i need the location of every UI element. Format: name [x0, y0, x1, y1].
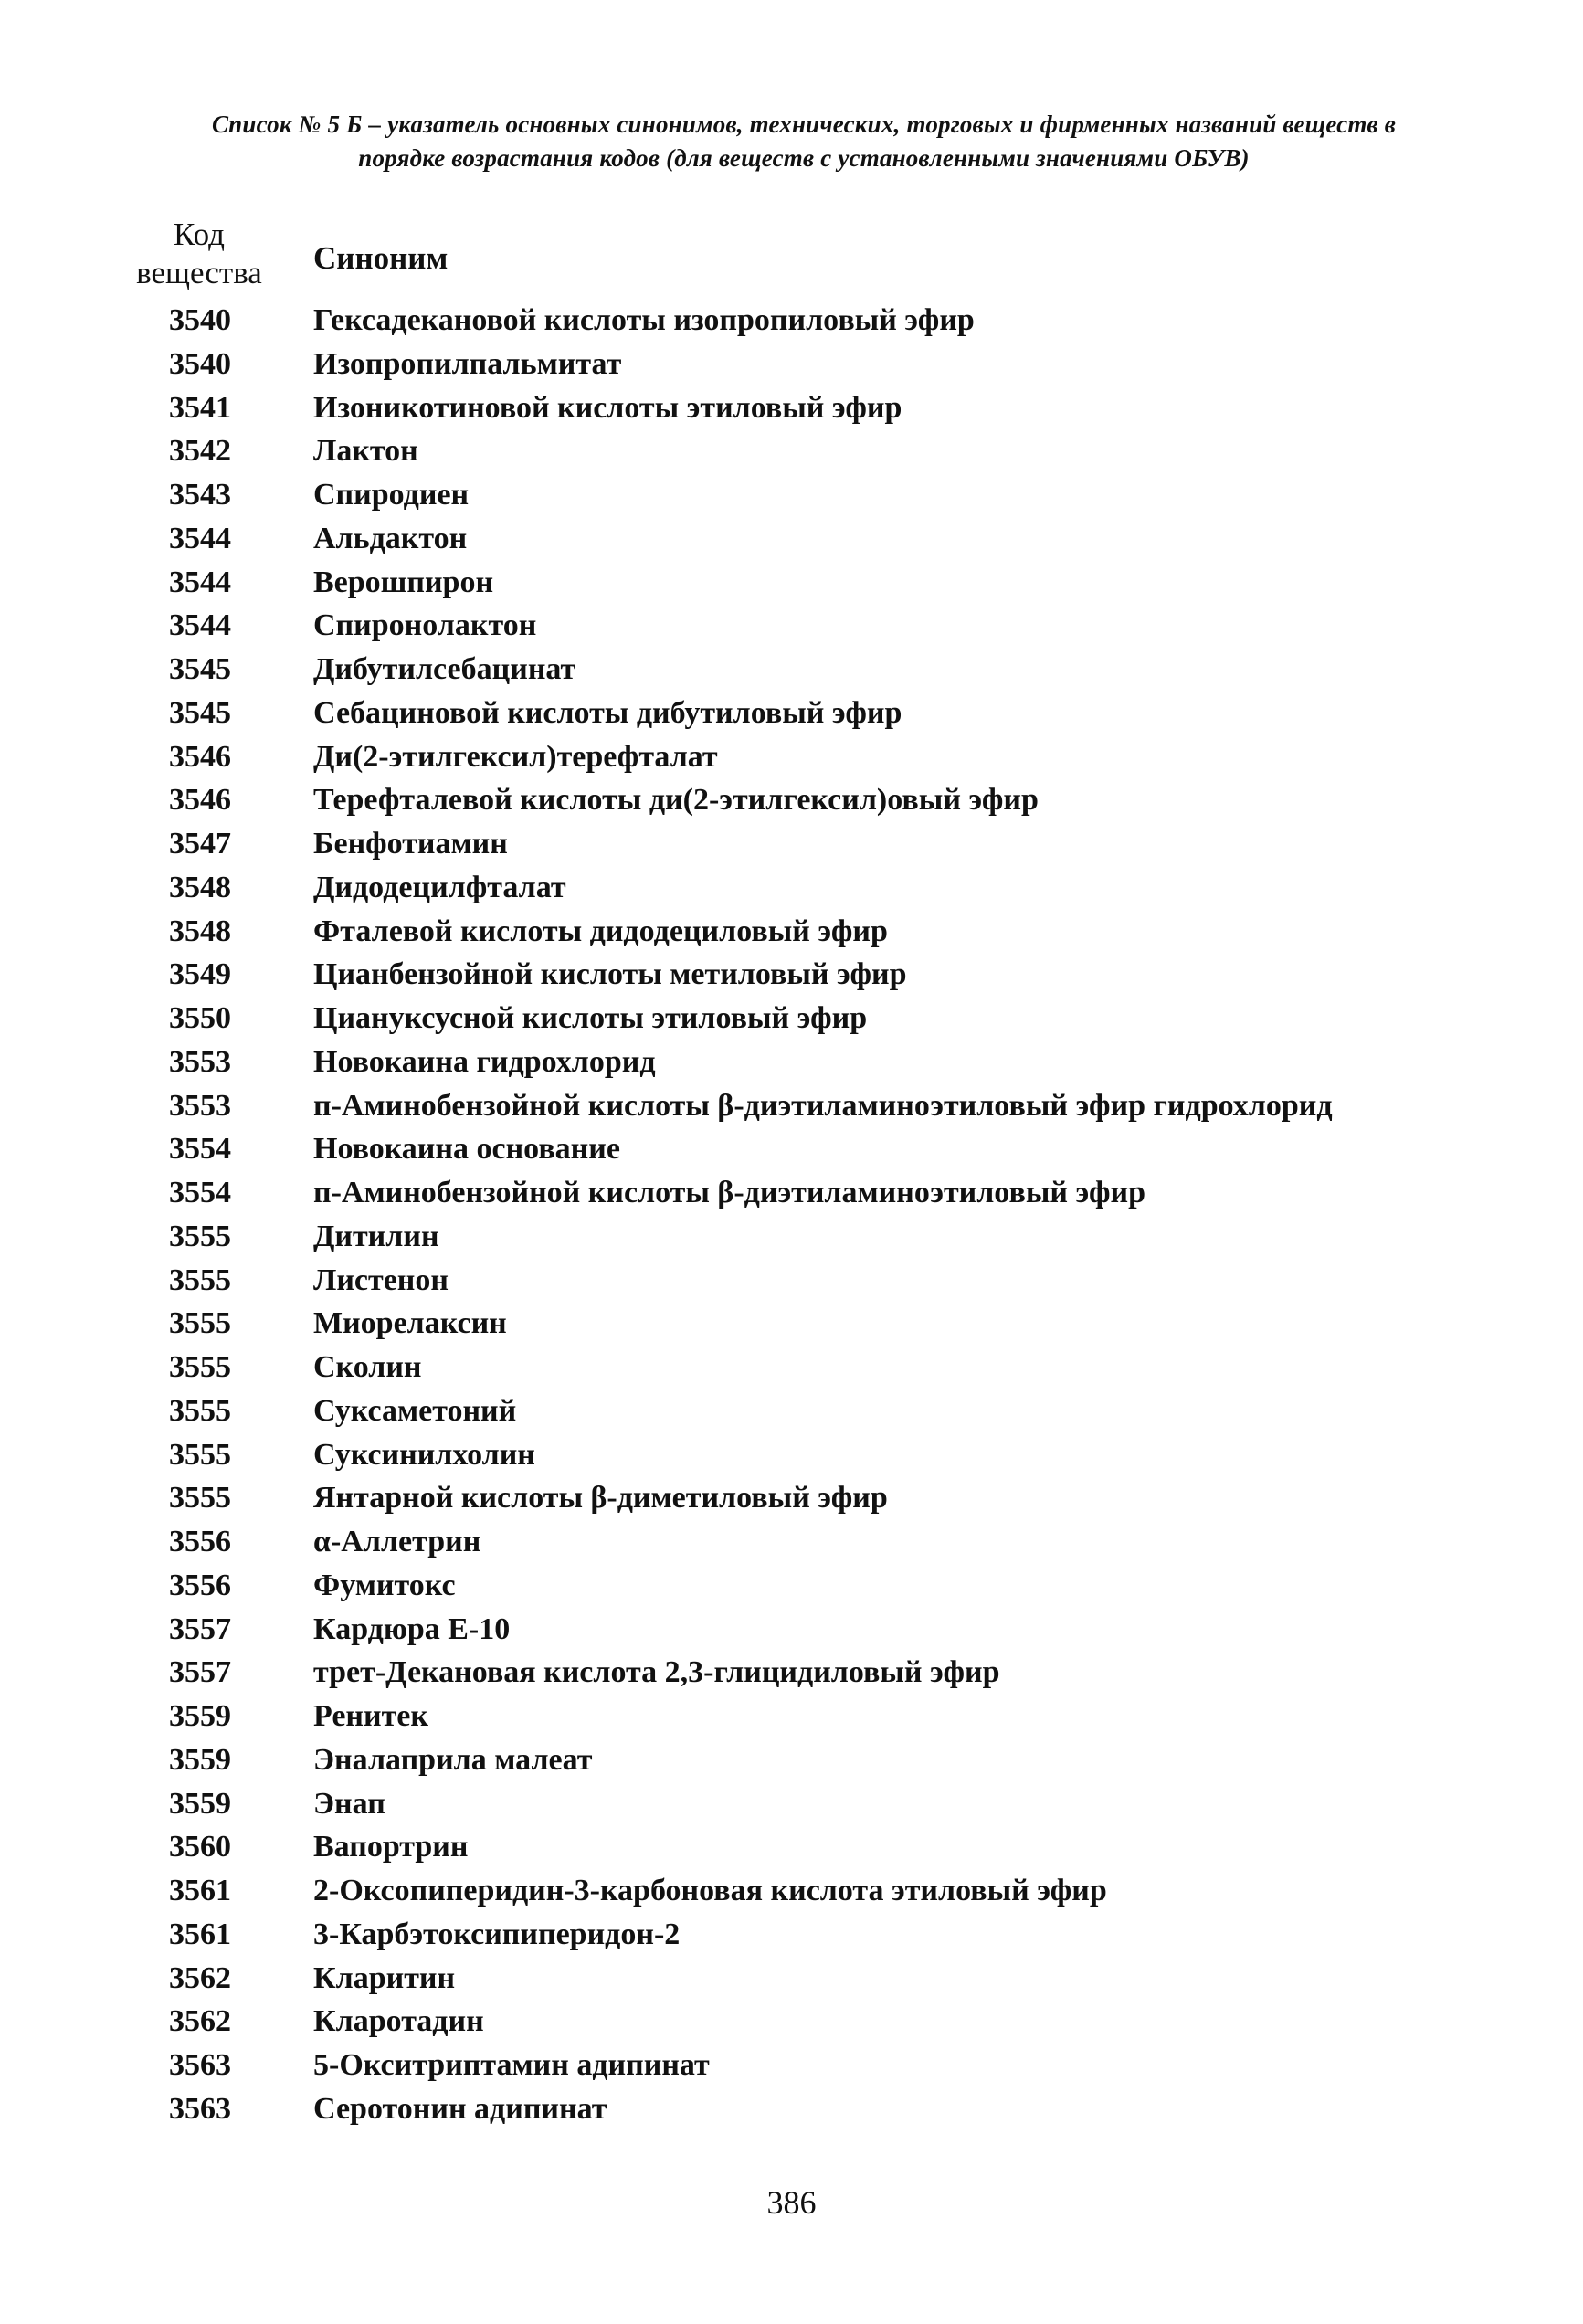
- table-row: [0, 1611, 1583, 1654]
- substance-code: 3563: [169, 2091, 231, 2126]
- substance-code: 3554: [169, 1176, 231, 1210]
- table-row: [0, 1436, 1583, 1480]
- synonym-name: Верошпирон: [313, 565, 494, 599]
- list-title-line-1: Список № 5 Б – указатель основных синонимов, технических, торговых и фирменных названий веществ в: [211, 111, 1397, 138]
- table-row: [0, 781, 1583, 825]
- substance-code: 3561: [169, 1917, 231, 1951]
- table-row: [0, 1392, 1583, 1436]
- synonym-name: Серотонин адипинат: [313, 2091, 607, 2126]
- synonym-name: Листенон: [313, 1262, 449, 1297]
- substance-code: 3559: [169, 1699, 231, 1733]
- table-row: [0, 1348, 1583, 1392]
- synonym-name: Миорелаксин: [313, 1306, 507, 1341]
- synonym-name: Фталевой кислоты дидодециловый эфир: [313, 914, 888, 948]
- synonym-name: Дибутилсебацинат: [313, 652, 576, 686]
- synonym-name: Янтарной кислоты β-диметиловый эфир: [313, 1481, 888, 1516]
- page-number: 386: [766, 2184, 817, 2221]
- synonym-name: Эналаприла малеат: [313, 1742, 593, 1777]
- substance-code: 3550: [169, 1001, 231, 1035]
- table-row: [0, 1653, 1583, 1697]
- column-header-code: [117, 216, 281, 292]
- table-row: [0, 520, 1583, 564]
- table-row: [0, 1043, 1583, 1087]
- synonym-name: Спиродиен: [313, 478, 470, 512]
- synonym-name: Новокаина основание: [313, 1132, 620, 1167]
- column-header-code-line-2: вещества: [136, 255, 262, 290]
- synonym-name: Спиронолактон: [313, 608, 537, 643]
- column-header-synonym: Синоним: [313, 240, 449, 276]
- synonym-name: Энап: [313, 1786, 385, 1821]
- substance-code: 3555: [169, 1393, 231, 1428]
- substance-code: 3563: [169, 2048, 231, 2082]
- synonym-name: Кларитин: [313, 1960, 456, 1995]
- substance-code: 3542: [169, 434, 231, 469]
- table-row: [0, 1785, 1583, 1829]
- table-row: [0, 1567, 1583, 1611]
- table-row: [0, 2046, 1583, 2090]
- substance-code: 3548: [169, 914, 231, 948]
- substance-code: 3546: [169, 783, 231, 818]
- substance-code: 3553: [169, 1088, 231, 1123]
- substance-code: 3540: [169, 346, 231, 381]
- substance-code: 3554: [169, 1132, 231, 1167]
- table-row: [0, 825, 1583, 869]
- synonym-name: Альдактон: [313, 521, 468, 555]
- table-row: [0, 1960, 1583, 2003]
- table-row: [0, 869, 1583, 913]
- table-row: [0, 1479, 1583, 1523]
- synonym-name: трет-Декановая кислота 2,3-глицидиловый эфир: [313, 1655, 1000, 1690]
- table-row: [0, 1130, 1583, 1174]
- synonym-name: Бенфотиамин: [313, 827, 508, 861]
- table-row: [0, 345, 1583, 389]
- synonym-name: Дитилин: [313, 1219, 439, 1253]
- synonym-name: Кларотадин: [313, 2004, 484, 2039]
- substance-code: 3562: [169, 2004, 231, 2039]
- substance-code: 3562: [169, 1960, 231, 1995]
- table-row: [0, 1262, 1583, 1305]
- substance-code: 3546: [169, 739, 231, 774]
- synonym-name: Дидодецилфталат: [313, 870, 566, 904]
- table-row: [0, 694, 1583, 738]
- synonym-table: [0, 301, 1583, 2134]
- synonym-name: α-Аллетрин: [313, 1525, 481, 1558]
- substance-code: 3543: [169, 478, 231, 512]
- table-row: [0, 564, 1583, 607]
- substance-code: 3555: [169, 1481, 231, 1516]
- table-row: [0, 650, 1583, 694]
- table-row: [0, 956, 1583, 999]
- table-row: [0, 1174, 1583, 1218]
- synonym-name: Изопропилпальмитат: [313, 346, 622, 381]
- substance-code: 3556: [169, 1568, 231, 1602]
- table-row: [0, 1523, 1583, 1567]
- synonym-name: Сколин: [313, 1350, 422, 1384]
- list-title: [91, 108, 1516, 175]
- substance-code: 3559: [169, 1742, 231, 1777]
- synonym-name: Ренитек: [313, 1699, 428, 1733]
- table-row: [0, 1697, 1583, 1741]
- list-title-line-2: порядке возрастания кодов (для веществ с установленными значениями ОБУВ): [358, 144, 1250, 172]
- synonym-name: Ди(2-этилгексил)терефталат: [313, 739, 718, 774]
- substance-code: 3559: [169, 1786, 231, 1821]
- synonym-name: п-Аминобензойной кислоты β-диэтиламиноэтиловый эфир гидрохлорид: [313, 1088, 1333, 1123]
- synonym-name: Циануксусной кислоты этиловый эфир: [313, 1001, 868, 1035]
- table-row: [0, 999, 1583, 1043]
- substance-code: 3541: [169, 390, 231, 425]
- table-row: [0, 1828, 1583, 1872]
- substance-code: 3557: [169, 1611, 231, 1646]
- table-row: [0, 1741, 1583, 1785]
- table-row: [0, 1305, 1583, 1348]
- table-row: [0, 1872, 1583, 1916]
- substance-code: 3544: [169, 565, 231, 599]
- synonym-name: п-Аминобензойной кислоты β-диэтиламиноэтиловый эфир: [313, 1176, 1145, 1210]
- substance-code: 3561: [169, 1874, 231, 1907]
- substance-code: 3556: [169, 1525, 231, 1558]
- synonym-name: Суксаметоний: [313, 1393, 517, 1428]
- table-row: [0, 607, 1583, 650]
- substance-code: 3560: [169, 1830, 231, 1864]
- substance-code: 3548: [169, 870, 231, 904]
- synonym-name: Кардюра Е-10: [313, 1611, 511, 1646]
- synonym-name: Гексадекановой кислоты изопропиловый эфир: [313, 303, 975, 337]
- substance-code: 3555: [169, 1306, 231, 1341]
- substance-code: 3540: [169, 303, 231, 337]
- synonym-name: Суксинилхолин: [313, 1437, 535, 1472]
- synonym-name: 3-Карбэтоксипиперидон-2: [313, 1917, 681, 1951]
- synonym-name: Себациновой кислоты дибутиловый эфир: [313, 695, 902, 730]
- synonym-name: Цианбензойной кислоты метиловый эфир: [313, 957, 907, 992]
- synonym-name: 5-Окситриптамин адипинат: [313, 2048, 710, 2082]
- column-header-code-line-1: Код: [174, 217, 225, 252]
- table-row: [0, 301, 1583, 345]
- synonym-name: Вапортрин: [313, 1830, 469, 1864]
- substance-code: 3555: [169, 1350, 231, 1384]
- table-row: [0, 2090, 1583, 2134]
- synonym-name: Фумитокс: [313, 1568, 456, 1602]
- substance-code: 3544: [169, 521, 231, 555]
- table-row: [0, 1087, 1583, 1131]
- substance-code: 3555: [169, 1437, 231, 1472]
- synonym-name: Изоникотиновой кислоты этиловый эфир: [313, 390, 902, 425]
- table-row: [0, 476, 1583, 520]
- table-row: [0, 389, 1583, 433]
- substance-code: 3553: [169, 1044, 231, 1079]
- table-row: [0, 432, 1583, 476]
- table-row: [0, 1218, 1583, 1262]
- synonym-name: Лактон: [313, 434, 418, 469]
- substance-code: 3555: [169, 1262, 231, 1297]
- synonym-name: Терефталевой кислоты ди(2-этилгексил)овый эфир: [313, 783, 1039, 818]
- synonym-name: 2-Оксопиперидин-3-карбоновая кислота этиловый эфир: [313, 1874, 1107, 1907]
- substance-code: 3547: [169, 827, 231, 861]
- table-row: [0, 1916, 1583, 1960]
- substance-code: 3544: [169, 608, 231, 643]
- table-row: [0, 913, 1583, 956]
- substance-code: 3557: [169, 1655, 231, 1690]
- table-row: [0, 738, 1583, 782]
- synonym-name: Новокаина гидрохлорид: [313, 1044, 656, 1079]
- substance-code: 3549: [169, 957, 231, 992]
- substance-code: 3555: [169, 1219, 231, 1253]
- substance-code: 3545: [169, 652, 231, 686]
- table-row: [0, 2002, 1583, 2046]
- substance-code: 3545: [169, 695, 231, 730]
